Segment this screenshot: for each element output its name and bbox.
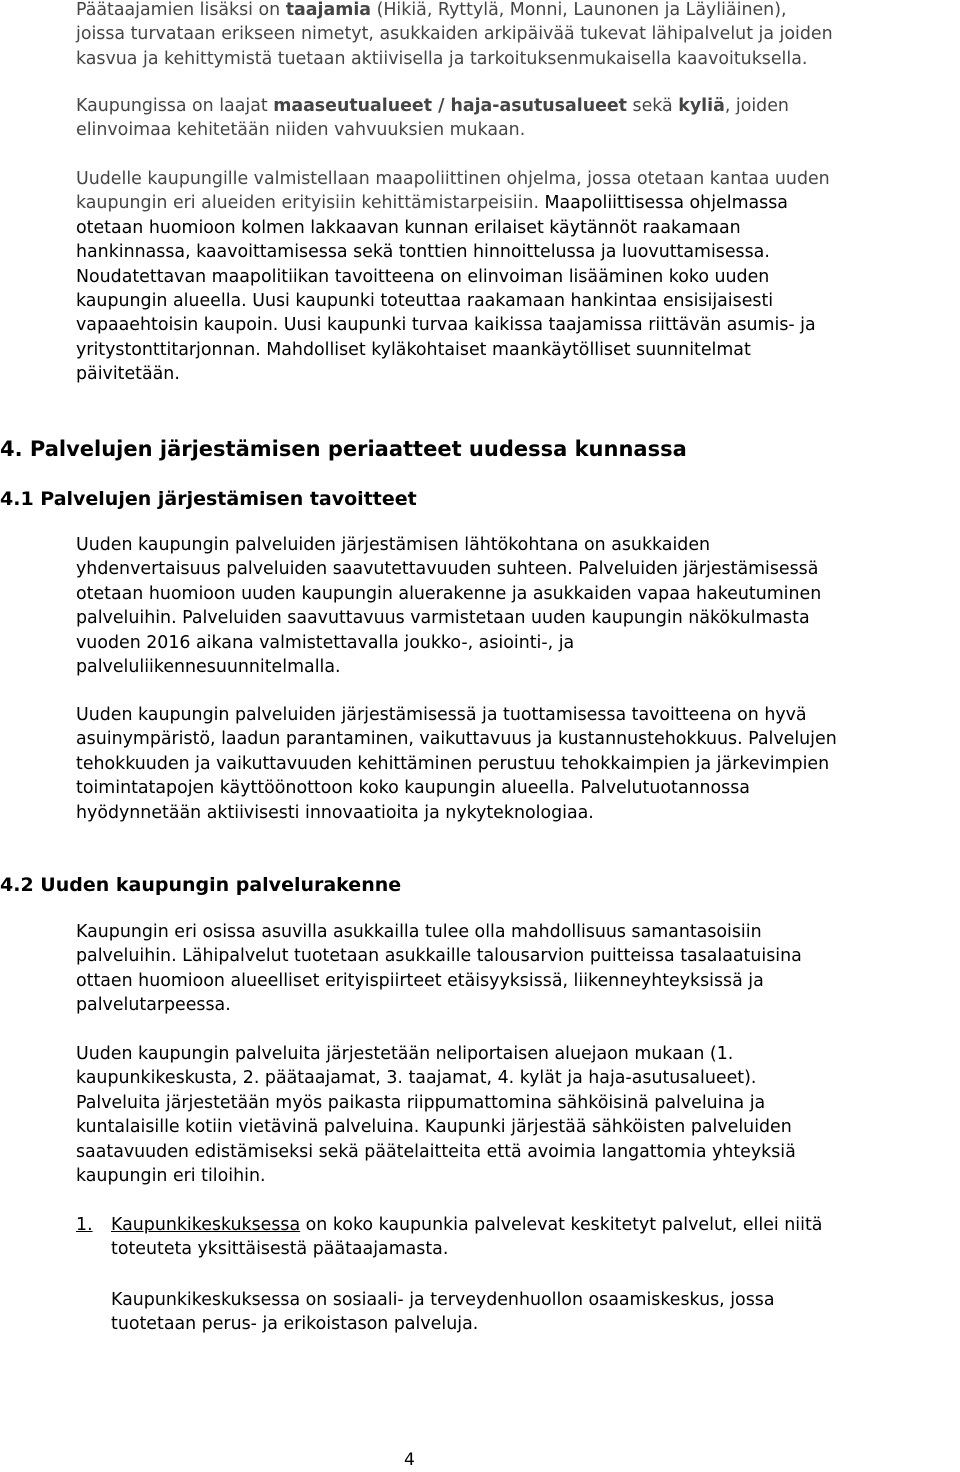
text-line: palvelutarpeessa. [76,995,231,1016]
text-line: vapaaehtoisin kaupoin. Uusi kaupunki turvaa kaikissa taajamissa riittävän asumis- ja [76,315,816,336]
text-span: sekä [627,96,679,116]
text-line: Noudatettavan maapolitiikan tavoitteena on elinvoiman lisääminen koko uuden [76,266,770,287]
text-line: kaupunkikeskusta, 2. päätaajamat, 3. taajamat, 4. kylät ja haja-asutusalueet). [76,1068,757,1089]
paragraph-palvelurakenne-2 [76,1042,960,1188]
text-line: kaupungin eri tiloihin. [76,1166,266,1187]
paragraph-maapolitiikka [76,167,960,387]
paragraph-taajamat [76,0,960,71]
text-line: toteuteta yksittäisestä päätaajamasta. [111,1239,449,1260]
text-line: kasvua ja kehittymistä tuetaan aktiivisella ja tarkoituksenmukaisella kaavoituksella. [76,48,808,69]
text-line: otetaan huomioon kolmen lakkaavan kunnan erilaiset käytännöt raakamaan [76,217,741,238]
text-line: asuinympäristö, laadun parantaminen, vaikuttavuus ja kustannustehokkuus. Palvelujen [76,729,837,750]
text-line: tuotetaan perus- ja erikoistason palveluja. [111,1314,479,1335]
text-line: hyödynnetään aktiivisesti innovaatioita ja nykyteknologiaa. [76,802,594,823]
paragraph-tavoitteet-2 [76,703,960,825]
text-line: tehokkuuden ja vaikuttavuuden kehittäminen perustuu tehokkaimpien ja järkevimpien [76,753,830,774]
text-line: palveluliikennesuunnitelmalla. [76,657,341,678]
text-line: otetaan huomioon uuden kaupungin aluerakenne ja asukkaiden vapaa hakeutuminen [76,583,822,604]
text-line: ottaen huomioon alueelliset erityispiirteet etäisyyksissä, liikenneyhteyksissä ja [76,970,764,991]
paragraph-maaseutu [76,94,960,143]
text-span: Maapoliittisessa ohjelmassa [538,193,788,214]
text-line: kaupungin alueella. Uusi kaupunki toteuttaa raakamaan hankintaa ensisijaisesti [76,291,774,312]
section-heading-4-2: 4.2 Uuden kaupungin palvelurakenne [0,874,402,896]
text-line: palveluihin. Palveluiden saavuttavuus varmistetaan uuden kaupungin näkökulmasta [76,608,810,629]
text-line: Uuden kaupungin palveluiden järjestämisessä ja tuottamisessa tavoitteena on hyvä [76,705,807,725]
text-line: Palveluita järjestetään myös paikasta riippumattomina sähköisinä palveluina ja [76,1092,766,1113]
text-line: päivitetään. [76,364,180,385]
text-line: toimintatapojen käyttöönottoon koko kaupungin alueella. Palvelutuotannossa [76,778,750,799]
text-line: elinvoimaa kehitetään niiden vahvuuksien mukaan. [76,120,526,141]
text-span: on koko kaupunkia palvelevat keskitetyt palvelut, ellei niitä [300,1215,823,1235]
text-line [76,0,960,22]
text-line: Uuden kaupungin palveluiden järjestämisen lähtökohtana on asukkaiden [76,535,711,555]
text-line: Uudelle kaupungille valmistellaan maapoliittinen ohjelma, jossa otetaan kantaa uuden [76,169,830,189]
text-line: Uuden kaupungin palveluita järjestetään neliportaisen aluejaon mukaan (1. [76,1044,734,1064]
text-span: kaupungin eri alueiden erityisiin kehittämistarpeisiin. [76,193,539,214]
text-line: joissa turvataan erikseen nimetyt, asukkaiden arkipäivää tukevat lähipalvelut ja joiden [76,24,833,45]
text-span: (Hikiä, Ryttylä, Monni, Launonen ja Läyliäinen), [371,0,787,20]
list-item-number: 1. [76,1215,93,1235]
text-line: yhdenvertaisuus palveluiden saavutettavuuden suhteen. Palveluiden järjestämisessä [76,559,819,580]
list-item [76,1213,960,1343]
list-item-paragraph [111,1288,960,1337]
text-span: , joiden [724,96,789,116]
bold-term: kyliä [678,96,725,116]
page-number: 4 [404,1450,415,1470]
paragraph-palvelurakenne-1 [76,920,960,1018]
underlined-term: Kaupunkikeskuksessa [111,1215,301,1235]
text-line: Kaupungin eri osissa asuvilla asukkailla tulee olla mahdollisuus samantasoisiin [76,922,762,942]
text-line: saatavuuden edistämiseksi sekä päätelaitteita että avoimia langattomia yhteyksiä [76,1141,796,1162]
text-line [76,191,960,215]
text-span: Kaupungissa on laajat [76,96,274,116]
text-line [111,1213,960,1237]
text-line [76,94,960,118]
text-span: Päätaajamien lisäksi on [76,0,286,20]
paragraph-tavoitteet-1 [76,533,960,679]
text-line: palveluihin. Lähipalvelut tuotetaan asukkaille talousarvion puitteissa tasalaatuisina [76,946,802,967]
section-heading-4-1: 4.1 Palvelujen järjestämisen tavoitteet [0,488,417,510]
text-line: yritystonttitarjonnan. Mahdolliset kyläkohtaiset maankäytölliset suunnitelmat [76,339,751,360]
bold-term: taajamia [285,0,372,20]
section-heading-4: 4. Palvelujen järjestämisen periaatteet uudessa kunnassa [0,437,687,461]
text-line: hankinnassa, kaavoittamisessa sekä tonttien hinnoittelussa ja luovuttamisessa. [76,242,770,263]
text-line: vuoden 2016 aikana valmistettavalla joukko-, asiointi-, ja [76,632,575,653]
text-line: Kaupunkikeskuksessa on sosiaali- ja terveydenhuollon osaamiskeskus, jossa [111,1290,775,1310]
list-item-body [111,1213,960,1262]
text-line: kuntalaisille kotiin vietävinä palveluina. Kaupunki järjestää sähköisten palveluiden [76,1117,792,1138]
bold-term: maaseutualueet / haja-asutusalueet [273,96,627,116]
